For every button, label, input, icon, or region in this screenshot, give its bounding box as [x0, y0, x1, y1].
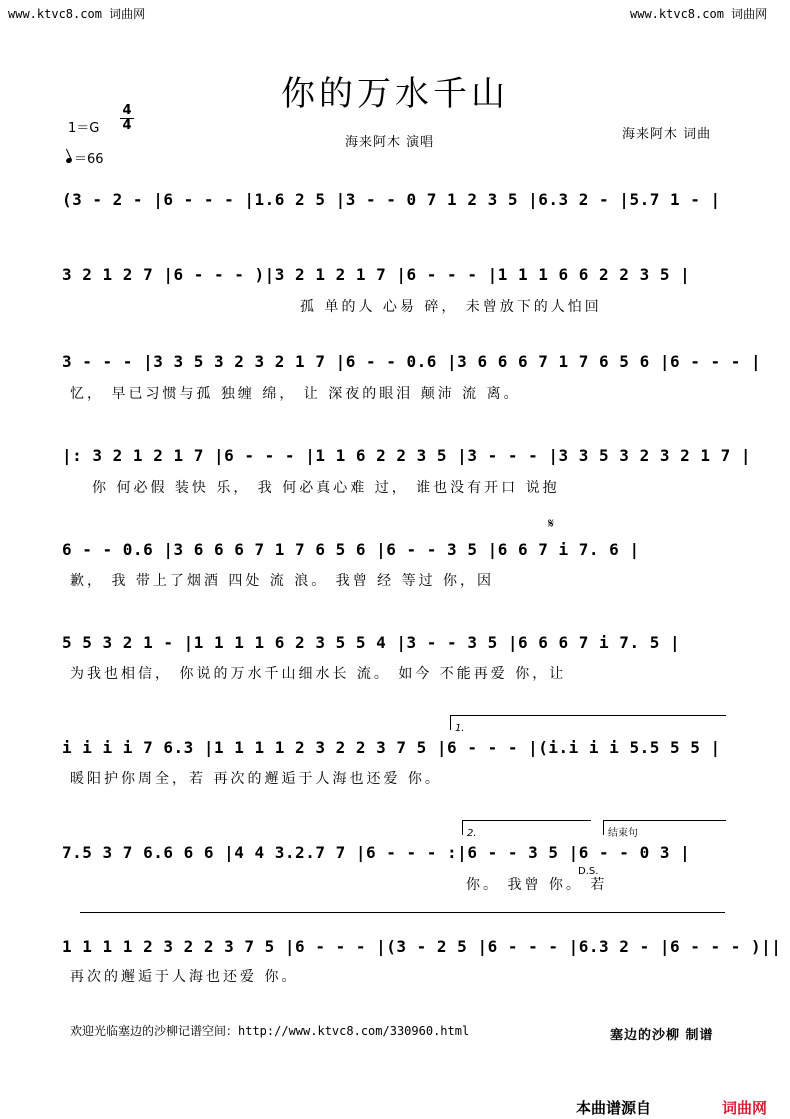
volta-2-label: 2.: [467, 828, 477, 839]
quarter-note-icon: [65, 157, 73, 164]
score-line-3: 3 - - - |3 3 5 3 2 3 2 1 7 |6 - - 0.6 |3 6 6 6 7 1 7 6 5 6 |6 - - - |: [62, 352, 762, 371]
composer-credit: 海来阿木 词曲: [622, 127, 712, 142]
singer-credit: 海来阿木 演唱: [345, 135, 435, 150]
divider-line: [80, 912, 725, 913]
dal-segno-mark: D.S.: [578, 866, 599, 877]
time-signature: [120, 104, 134, 133]
site-logo: 词曲网: [722, 1099, 768, 1117]
lyric-line-7: 暖阳护你周全，若 再次的邂逅于人海也还爱 你。: [70, 771, 442, 787]
score-line-1: (3 - 2 - |6 - - - |1.6 2 5 |3 - - 0 7 1 2 3 5 |6.3 2 - |5.7 1 - |: [62, 190, 721, 209]
lyric-line-9: 再次的邂逅于人海也还爱 你。: [70, 969, 299, 985]
score-line-9: 1 1 1 1 2 3 2 2 3 7 5 |6 - - - |(3 - 2 5 |6 - - - |6.3 2 - |6 - - - )||: [62, 937, 782, 956]
ending-label: 结束句: [608, 828, 638, 839]
score-line-8: 7.5 3 7 6.6 6 6 |4 4 3.2.7 7 |6 - - - :|6 - - 3 5 |6 - - 0 3 |: [62, 843, 691, 862]
footer-welcome: 欢迎光临塞边的沙柳记谱空间：http://www.ktvc8.com/330960.html: [70, 1024, 470, 1038]
lyric-line-3: 忆， 早已习惯与孤 独缠 绵， 让 深夜的眼泪 颠沛 流 离。: [70, 386, 521, 402]
tempo-value: ＝66: [74, 152, 104, 167]
site-header-right: www.ktvc8.com 词曲网: [630, 7, 768, 21]
score-line-4: |: 3 2 1 2 1 7 |6 - - - |1 1 6 2 2 3 5 |3 - - - |3 3 5 3 2 3 2 1 7 |: [62, 446, 752, 465]
volta-1-bracket: [450, 715, 726, 734]
time-signature-top: 4: [122, 103, 132, 118]
lyric-line-2: 孤 单的人 心易 碎， 未曾放下的人怕回: [300, 299, 602, 315]
time-signature-bottom: 4: [120, 118, 134, 133]
tempo-marking: [66, 148, 104, 167]
score-line-6: 5 5 3 2 1 - |1 1 1 1 6 2 3 5 5 4 |3 - - 3 5 |6 6 6 7 i 7. 5 |: [62, 633, 681, 652]
volta-1-label: 1.: [455, 723, 465, 734]
segno-icon: 𝄋: [548, 516, 555, 532]
score-line-2: 3 2 1 2 7 |6 - - - )|3 2 1 2 1 7 |6 - - - |1 1 1 6 6 2 2 3 5 |: [62, 265, 691, 284]
score-line-5: 6 - - 0.6 |3 6 6 6 7 1 7 6 5 6 |6 - - 3 5 |6 6 7 i 7. 6 |: [62, 540, 640, 559]
volta-2-bracket: [462, 820, 591, 839]
ending-bracket: [603, 820, 726, 839]
lyric-line-8: 你。 我曾 你。 若: [466, 877, 608, 893]
lyric-line-6: 为我也相信， 你说的万水千山细水长 流。 如今 不能再爱 你，让: [70, 666, 567, 682]
transcriber-credit: 塞边的沙柳 制谱: [610, 1028, 714, 1043]
song-title: 你的万水千山: [281, 74, 509, 114]
site-header-left: www.ktvc8.com 词曲网: [8, 7, 146, 21]
source-text: 本曲谱源自: [576, 1099, 652, 1117]
lyric-line-4: 你 何必假 装快 乐， 我 何必真心难 过， 谁也没有开口 说抱: [92, 480, 560, 496]
lyric-line-5: 歉， 我 带上了烟酒 四处 流 浪。 我曾 经 等过 你，因: [70, 573, 495, 589]
score-line-7: i i i i 7 6.3 |1 1 1 1 2 3 2 2 3 7 5 |6 - - - |(i.i i i 5.5 5 5 |: [62, 738, 721, 757]
key-signature: 1＝G: [68, 121, 100, 136]
